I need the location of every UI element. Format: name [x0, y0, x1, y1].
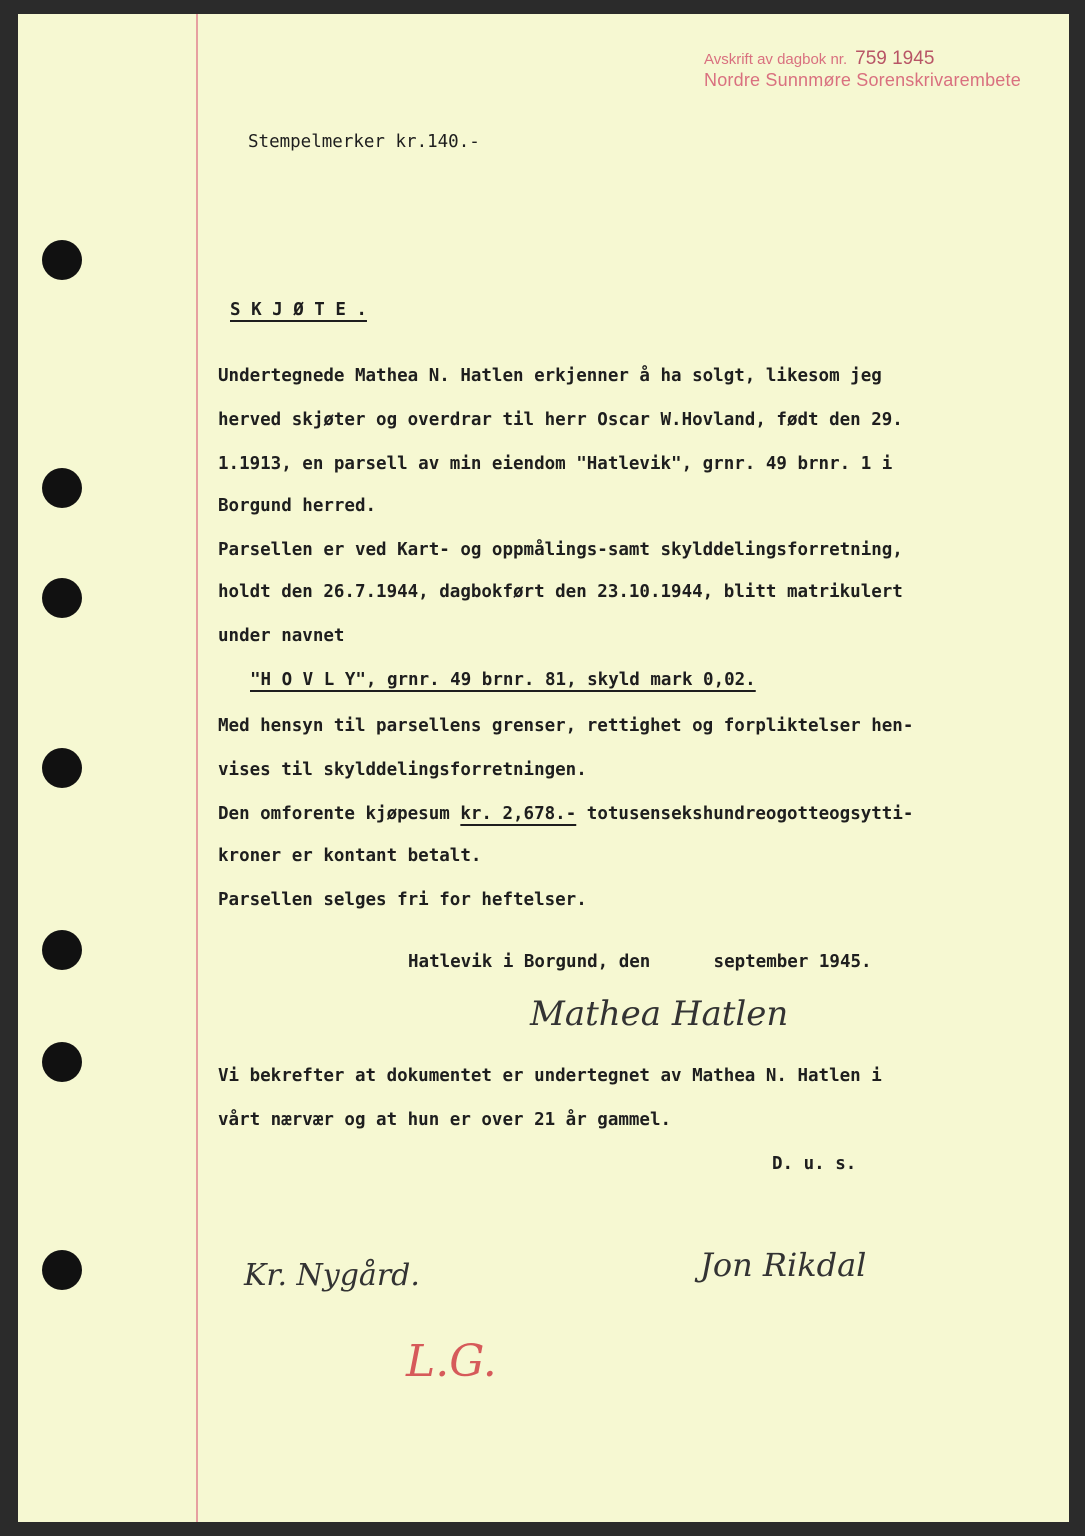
- stamp-number: 759 1945: [855, 48, 935, 69]
- punch-hole: [42, 1042, 82, 1082]
- punch-hole: [42, 578, 82, 618]
- body-line: herved skjøter og overdrar til herr Oscar W.Hovland, født den 29.: [218, 410, 903, 430]
- punch-hole: [42, 468, 82, 508]
- price-line: [218, 804, 913, 824]
- price-label: Den omforente kjøpesum: [218, 804, 450, 824]
- punch-hole: [42, 1250, 82, 1290]
- witness-closing: D. u. s.: [772, 1154, 857, 1174]
- witness-line: Vi bekrefter at dokumentet er undertegnet av Mathea N. Hatlen i: [218, 1066, 882, 1086]
- witness-signature-left: Kr. Nygård.: [244, 1258, 420, 1293]
- witness-signature-right: Jon Rikdal: [700, 1246, 867, 1284]
- punch-hole: [42, 930, 82, 970]
- document-page: [18, 14, 1069, 1522]
- place-date: Hatlevik i Borgund, den september 1945.: [408, 952, 872, 972]
- red-initials: L.G.: [406, 1336, 497, 1387]
- price-amount: kr. 2,678.-: [460, 804, 577, 824]
- body-line: 1.1913, en parsell av min eiendom "Hatlevik", grnr. 49 brnr. 1 i: [218, 454, 893, 474]
- seller-signature: Mathea Hatlen: [530, 994, 789, 1034]
- punch-hole: [42, 748, 82, 788]
- stamp-prefix: Avskrift av dagbok nr.: [704, 51, 848, 68]
- stamp-office: Nordre Sunnmøre Sorenskrivarembete: [704, 69, 1021, 90]
- body-line: Borgund herred.: [218, 496, 377, 516]
- body-line: under navnet: [218, 626, 345, 646]
- body-line: Med hensyn til parsellens grenser, rettighet og forpliktelser hen-: [218, 716, 914, 736]
- stamp-duty: Stempelmerker kr.140.-: [248, 132, 480, 152]
- margin-line: [196, 14, 198, 1522]
- price-in-words: totusensekshundreogotteogsytti-: [586, 804, 914, 824]
- body-line: Parsellen selges fri for heftelser.: [218, 890, 587, 910]
- body-line: Parsellen er ved Kart- og oppmålings-samt skylddelingsforretning,: [218, 540, 903, 560]
- registry-stamp: [704, 48, 1021, 91]
- body-line: holdt den 26.7.1944, dagbokført den 23.10.1944, blitt matrikulert: [218, 582, 903, 602]
- witness-line: vårt nærvær og at hun er over 21 år gammel.: [218, 1110, 672, 1130]
- document-title: S K J Ø T E .: [230, 300, 367, 320]
- body-line: vises til skylddelingsforretningen.: [218, 760, 587, 780]
- punch-hole: [42, 240, 82, 280]
- property-name-line: "H O V L Y", grnr. 49 brnr. 81, skyld mark 0,02.: [250, 670, 756, 690]
- body-line: kroner er kontant betalt.: [218, 846, 482, 866]
- body-line: Undertegnede Mathea N. Hatlen erkjenner å ha solgt, likesom jeg: [218, 366, 882, 386]
